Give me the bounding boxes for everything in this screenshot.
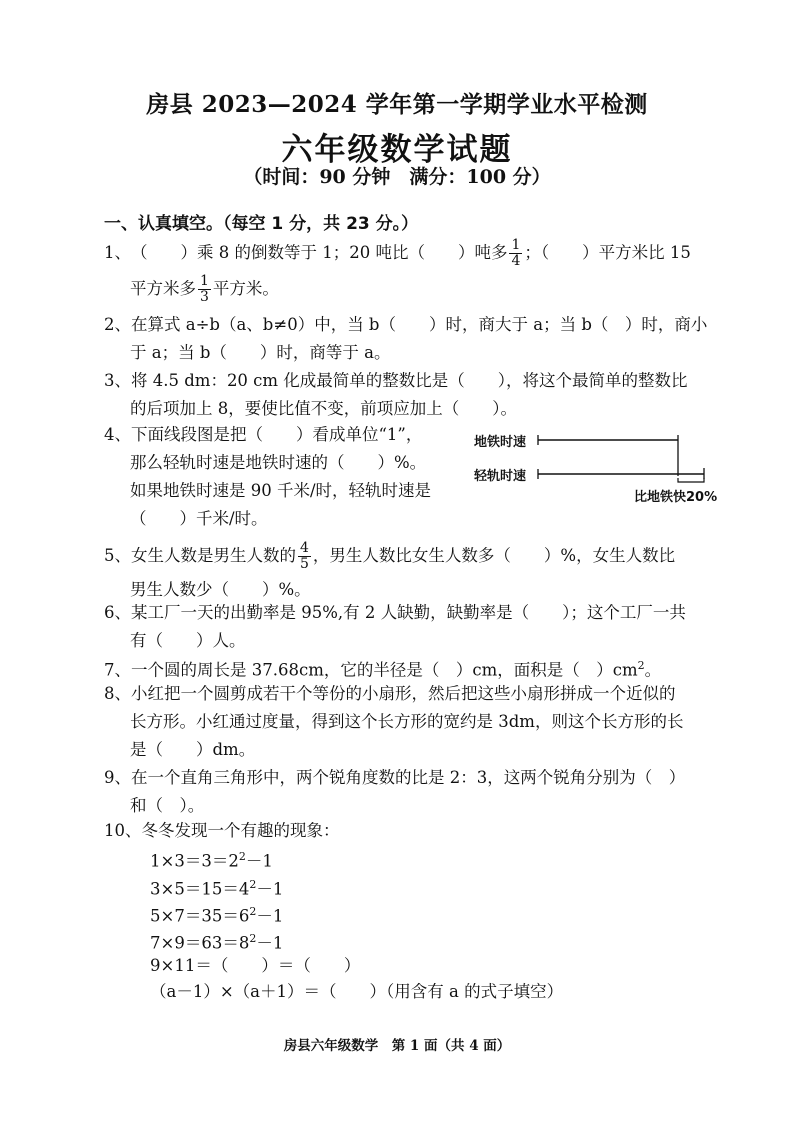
question-3 [104,367,724,423]
question-text: 女生人数是男生人数的 [131,546,296,565]
question-number: 6、 [104,603,131,622]
question-text: 平方米多 [130,279,196,298]
question-text: 如果地铁时速是 90 千米/时，轻轨时速是 [130,481,432,500]
equation-2 [150,872,283,903]
question-10 [104,817,724,845]
exam-title: 房县 2023—2024 学年第一学期学业水平检测 [146,91,648,118]
question-text: （ ）乘 8 的倒数等于 1；20 吨比（ ）吨多 [131,243,508,262]
label-subway-speed: 地铁时速 [474,435,527,450]
question-text: 。 [644,660,662,680]
equation-text: 5×7＝35＝6 [150,906,250,926]
question-text: 在算式 a÷b（a、b≠0）中，当 b（ ）时，商大于 a；当 b（ ）时，商小 [131,315,708,334]
equation-4 [150,926,283,957]
question-text: 某工厂一天的出勤率是 95%,有 2 人缺勤，缺勤率是（ ）；这个工厂一共 [131,603,686,622]
equation-6: （a－1）×（a＋1）＝（ ）（用含有 a 的式子填空） [150,982,564,1001]
fraction-denominator: 4 [511,253,521,269]
question-text: 那么轻轨时速是地铁时速的（ ）%。 [130,453,427,472]
question-1 [104,238,724,269]
question-text: 冬冬发现一个有趣的现象： [141,821,340,840]
question-text: 的后项加上 8，要使比值不变，前项应加上（ ）。 [130,399,517,418]
superscript: 2 [249,932,257,945]
question-number: 7、 [104,660,131,680]
equation-1 [150,844,273,875]
equation-text: －1 [245,851,273,871]
exam-time-score: （时间：90 分钟 满分：100 分） [243,166,551,188]
question-text: （ ）千米/时。 [130,509,268,528]
question-text: 男生人数少（ ）%。 [130,580,311,599]
equation-text: 1×3＝3＝2 [150,851,239,871]
question-8 [104,680,724,764]
question-6 [104,599,724,655]
question-text: 和（ ）。 [130,796,205,815]
question-text: ，男生人数比女生人数多（ ）%，女生人数比 [312,546,676,565]
equation-text: －1 [256,879,284,899]
exam-subject-title: 六年级数学试题 [281,132,513,168]
page-footer: 房县六年级数学 第 1 面（共 4 面） [283,1038,511,1054]
equation-text: －1 [256,933,284,953]
fraction-numerator: 4 [300,540,309,556]
label-lightrail-speed: 轻轨时速 [474,469,527,484]
question-text: 在一个直角三角形中，两个锐角度数的比是 2：3，这两个锐角分别为（ ） [131,768,686,787]
superscript: 2 [238,850,246,863]
question-number: 9、 [104,768,131,787]
question-text: 有（ ）人。 [130,631,246,650]
fraction-numerator: 1 [511,237,521,253]
question-text: 平方米。 [212,279,279,298]
equation-text: －1 [256,906,284,926]
question-number: 3、 [104,371,131,390]
superscript: 2 [249,905,257,918]
question-text: 长方形。小红通过度量，得到这个长方形的宽约是 3dm，则这个长方形的长 [130,712,684,731]
question-text: 一个圆的周长是 37.68cm，它的半径是（ ）cm，面积是（ ）cm [131,660,638,680]
equation-text: 7×9＝63＝8 [150,933,250,953]
question-9 [104,764,724,820]
question-4 [104,421,464,533]
fraction [198,274,211,305]
equation-5: 9×11＝（ ）＝（ ） [150,956,361,975]
question-text: 是（ ）dm。 [130,740,256,759]
question-number: 1、 [104,243,131,262]
fraction-denominator: 5 [300,556,309,572]
fraction [298,541,311,572]
equation-3 [150,899,283,930]
fraction-numerator: 1 [200,273,209,289]
question-number: 5、 [104,546,131,565]
question-1-cont [104,274,724,305]
question-2 [104,311,724,367]
equation-text: 3×5＝15＝4 [150,879,250,899]
question-text: 小红把一个圆剪成若干个等份的小扇形，然后把这些小扇形拼成一个近似的 [131,684,676,703]
question-number: 10、 [104,821,142,840]
line-segment-diagram [470,428,740,508]
question-number: 2、 [104,315,131,334]
question-number: 4、 [104,425,131,444]
section-heading: 一、认真填空。（每空 1 分，共 23 分。） [104,214,419,234]
question-text: 将 4.5 dm：20 cm 化成最简单的整数比是（ ），将这个最简单的整数比 [131,371,688,390]
superscript: 2 [637,659,645,672]
question-text: ；（ ）平方米比 15 [524,243,691,262]
fraction [509,238,522,269]
question-text: 于 a；当 b（ ）时，商等于 a。 [130,343,391,362]
label-faster-20-percent: 比地铁快20% [634,490,718,505]
extra-part-brace [678,478,704,482]
question-number: 8、 [104,684,131,703]
fraction-denominator: 3 [200,289,209,305]
segment-lines [470,428,740,488]
question-5 [104,541,724,572]
question-text: 下面线段图是把（ ）看成单位“1”， [131,425,423,444]
superscript: 2 [249,878,257,891]
